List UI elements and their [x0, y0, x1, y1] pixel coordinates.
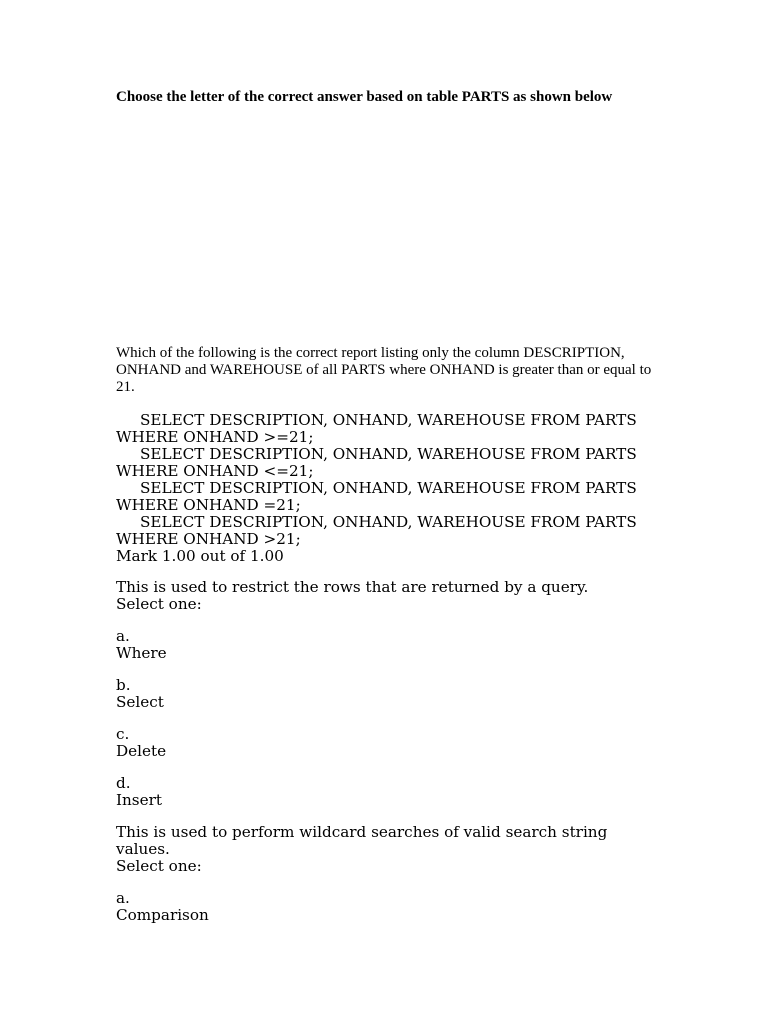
question-2-option-a-letter: a.	[116, 627, 130, 645]
question-3-option-a-letter: a.	[116, 889, 130, 907]
question-1-prompt: Which of the following is the correct report listing only the column DESCRIPTION, ONHAND and WAREHOUSE of all PARTS where ONHAND is greater than or equal to 21.	[116, 345, 652, 395]
question-3-prompt-line1: This is used to perform wildcard searches of valid search string	[116, 823, 608, 841]
question-3-prompt-line2: values.	[116, 840, 170, 858]
question-2-option-d-text[interactable]: Insert	[116, 791, 162, 809]
question-2-option-a-text[interactable]: Where	[116, 644, 167, 662]
question-2-option-c-letter: c.	[116, 725, 130, 743]
option-1-line2: WHERE ONHAND >=21;	[116, 428, 314, 446]
question-2-option-b-letter: b.	[116, 676, 131, 694]
question-3-select-one: Select one:	[116, 857, 202, 875]
question-2-option-c-text[interactable]: Delete	[116, 742, 167, 760]
question-1-mark: Mark 1.00 out of 1.00	[116, 547, 284, 565]
question-3	[116, 824, 676, 924]
option-3-line1: SELECT DESCRIPTION, ONHAND, WAREHOUSE FROM PARTS	[140, 479, 637, 497]
question-2	[116, 579, 676, 809]
question-2-option-b-text[interactable]: Select	[116, 693, 164, 711]
option-3-line2: WHERE ONHAND =21;	[116, 496, 301, 514]
question-3-option-a-text[interactable]: Comparison	[116, 906, 209, 924]
question-1-options	[116, 412, 676, 565]
option-4-line1: SELECT DESCRIPTION, ONHAND, WAREHOUSE FROM PARTS	[140, 513, 637, 531]
question-2-option-d-letter: d.	[116, 774, 131, 792]
question-2-prompt: This is used to restrict the rows that are returned by a query.	[116, 578, 589, 596]
option-2-line1: SELECT DESCRIPTION, ONHAND, WAREHOUSE FROM PARTS	[140, 445, 637, 463]
option-4-line2: WHERE ONHAND >21;	[116, 530, 301, 548]
option-1-line1: SELECT DESCRIPTION, ONHAND, WAREHOUSE FROM PARTS	[140, 411, 637, 429]
option-2-line2: WHERE ONHAND <=21;	[116, 462, 314, 480]
question-2-select-one: Select one:	[116, 595, 202, 613]
page-heading: Choose the letter of the correct answer based on table PARTS as shown below	[116, 89, 613, 105]
